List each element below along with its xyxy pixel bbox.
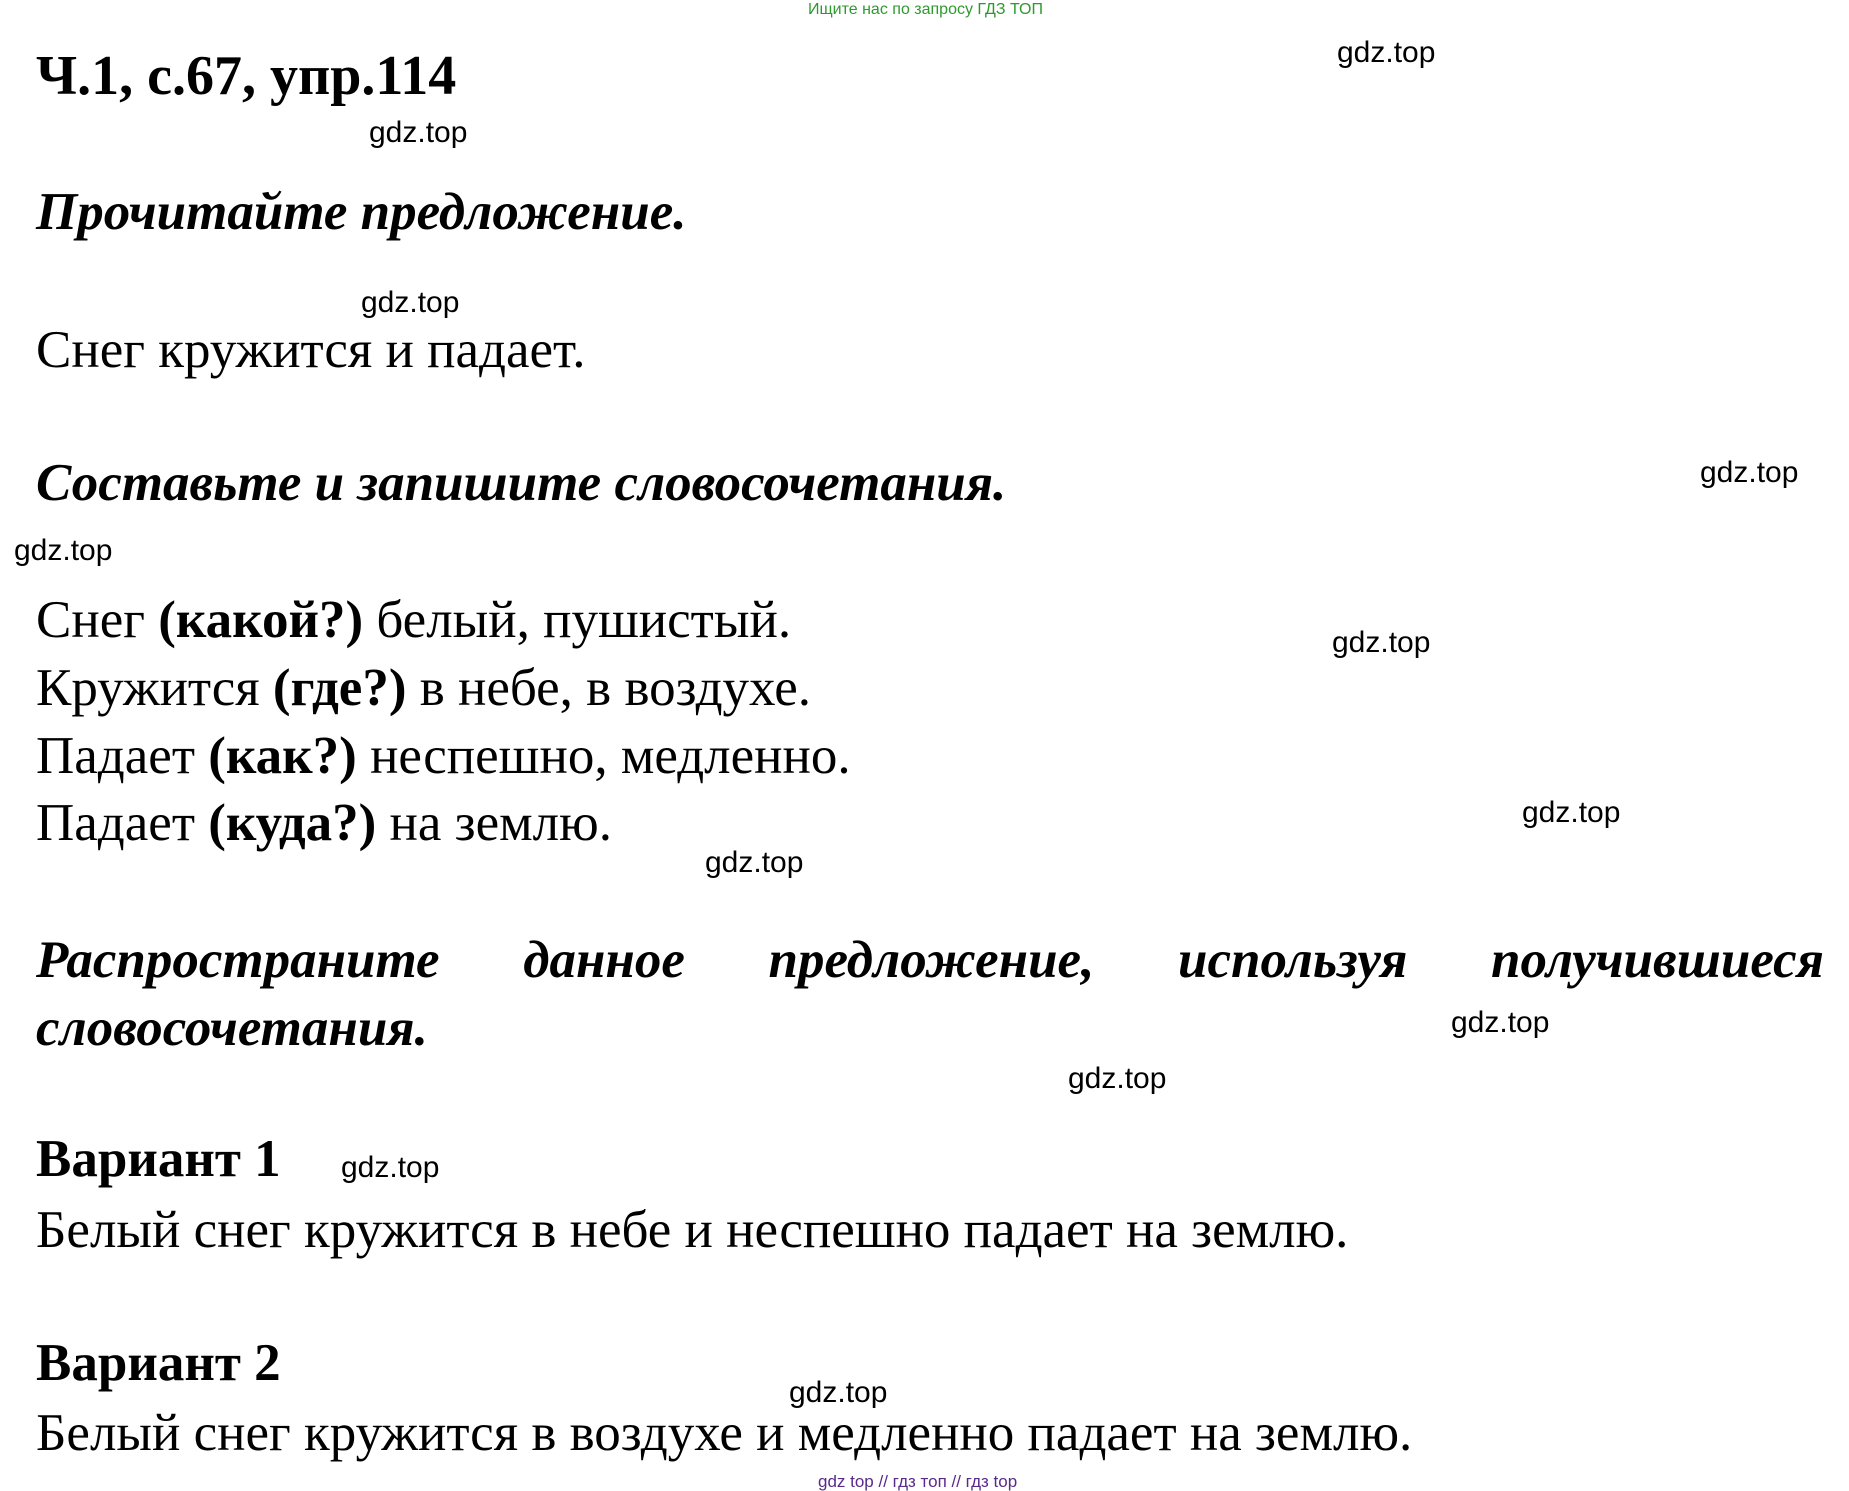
watermark: gdz.top bbox=[1068, 1062, 1167, 1095]
phrase-line bbox=[36, 659, 812, 717]
task-word: предложение, bbox=[768, 931, 1095, 989]
watermark: gdz.top bbox=[1451, 1006, 1550, 1039]
phrase-line bbox=[36, 727, 851, 785]
task-word: данное bbox=[523, 931, 685, 989]
watermark: gdz.top bbox=[705, 846, 804, 879]
task-word: получившиеся bbox=[1491, 931, 1824, 989]
watermark: gdz.top bbox=[341, 1151, 440, 1184]
phrase-word: Кружится bbox=[36, 659, 260, 717]
watermark: gdz.top bbox=[369, 116, 468, 149]
phrase-question: (куда?) bbox=[208, 794, 377, 852]
watermark: gdz.top bbox=[1337, 36, 1436, 69]
phrase-answer: белый, пушистый. bbox=[376, 591, 792, 649]
given-sentence: Снег кружится и падает. bbox=[36, 321, 586, 379]
variant-2-heading: Вариант 2 bbox=[36, 1334, 281, 1392]
task-extend-sentence-line1 bbox=[36, 931, 1824, 989]
variant-1-text: Белый снег кружится в небе и неспешно падает на землю. bbox=[36, 1201, 1349, 1259]
watermark: gdz.top bbox=[1332, 626, 1431, 659]
phrase-answer: неспешно, медленно. bbox=[370, 727, 851, 785]
page-title: Ч.1, с.67, упр.114 bbox=[36, 45, 457, 107]
watermark: gdz.top bbox=[789, 1376, 888, 1409]
phrase-word: Падает bbox=[36, 794, 195, 852]
variant-1-heading: Вариант 1 bbox=[36, 1130, 281, 1188]
phrase-question: (какой?) bbox=[158, 591, 364, 649]
task-compose-phrases: Составьте и запишите словосочетания. bbox=[36, 454, 1007, 512]
task-read-sentence: Прочитайте предложение. bbox=[36, 183, 687, 241]
watermark: gdz.top bbox=[14, 534, 113, 567]
top-banner: Ищите нас по запросу ГДЗ ТОП bbox=[808, 1, 1043, 18]
watermark: gdz.top bbox=[1522, 796, 1621, 829]
watermark: gdz.top bbox=[1700, 456, 1799, 489]
phrase-question: (как?) bbox=[208, 727, 357, 785]
task-extend-sentence-line2: словосочетания. bbox=[36, 999, 428, 1057]
task-word: используя bbox=[1177, 931, 1408, 989]
task-word: Распространите bbox=[36, 931, 440, 989]
phrase-answer: на землю. bbox=[389, 794, 612, 852]
phrase-line bbox=[36, 794, 612, 852]
variant-2-text: Белый снег кружится в воздухе и медленно падает на землю. bbox=[36, 1404, 1413, 1462]
phrase-line bbox=[36, 591, 792, 649]
phrase-word: Падает bbox=[36, 727, 195, 785]
watermark: gdz.top bbox=[361, 286, 460, 319]
phrase-word: Снег bbox=[36, 591, 145, 649]
phrase-question: (где?) bbox=[272, 659, 407, 717]
bottom-banner: gdz top // гдз топ // гдз top bbox=[818, 1472, 1018, 1491]
phrase-answer: в небе, в воздухе. bbox=[419, 659, 812, 717]
